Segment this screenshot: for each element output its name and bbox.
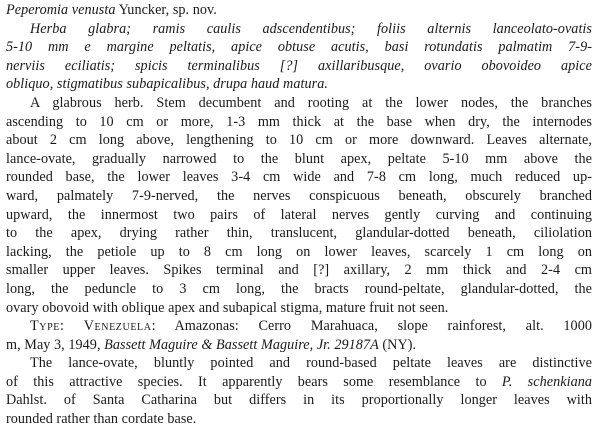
- latin-diagnosis-line: Herba glabra; ramis caulis adscendentibus; foliis alternis lanceolato-ovatis: [30, 20, 592, 37]
- species-name-genus: Peperomia: [6, 2, 69, 18]
- english-description-line: about 2 cm long above, lengthening to 10 cm or more downward. Leaves alternate,: [6, 132, 592, 149]
- english-description-line: lacking, the petiole up to 8 cm long on lower leaves, scarcely 1 cm long on: [6, 243, 592, 260]
- type-label: Type: [30, 318, 60, 335]
- discussion-line: [6, 373, 592, 392]
- english-description-line: ascending to 10 cm or more, 1-3 mm thick at the base when dry, the internodes: [6, 113, 592, 130]
- species-heading: [6, 1, 592, 20]
- type-collectors: Bassett Maguire & Bassett Maguire, Jr. 29187A: [104, 336, 379, 353]
- type-date: m, May 3, 1949,: [6, 336, 105, 353]
- english-description-line: lance-ovate, gradually narrowed to the blunt apex, peltate 5-10 mm above the: [6, 150, 592, 167]
- type-locality: : Amazonas: Cerro Marahuaca, slope rainforest, alt. 1000: [151, 318, 592, 335]
- discussion-line: Dahlst. of Santa Catharina but differs in its proportionally longer leaves with: [6, 392, 592, 409]
- discussion-line: The lance-ovate, bluntly pointed and round-based peltate leaves are distinctive: [30, 355, 592, 372]
- english-description-line: A glabrous herb. Stem decumbent and rooting at the lower nodes, the branches: [30, 94, 592, 111]
- species-name-epithet: venusta: [71, 2, 116, 18]
- latin-diagnosis-line: nerviis eciliatis; spicis terminalibus [?] axillaribusque, ovario obovoideo apice: [6, 57, 592, 74]
- type-country: Venezuela: [83, 318, 152, 335]
- species-author: Yuncker, sp. nov.: [118, 2, 217, 18]
- discussion-line: rounded rather than cordate base.: [6, 411, 197, 428]
- english-description-line: long, the peduncle to 3 cm long, the bracts round-peltate, glandular-dotted, the: [6, 280, 592, 297]
- english-description-line: rounded base, the lower leaves 3-4 cm wide and 7-8 cm long, much reduced up-: [6, 169, 592, 186]
- latin-diagnosis-line: obliquo, stigmatibus subapicalibus, drupa haud matura.: [6, 76, 328, 93]
- english-description-line: ovary obovoid with oblique apex and subapical stigma, mature fruit not seen.: [6, 299, 449, 316]
- type-herbarium: (NY).: [378, 336, 417, 353]
- english-description-line: smaller upper leaves. Spikes terminal and [?] axillary, 2 mm thick and 2-4 cm: [6, 262, 592, 279]
- discussion-text: of this attractive species. It apparently bears some resemblance to: [6, 373, 502, 390]
- latin-diagnosis-line: 5-10 mm e margine peltatis, apice obtuse acutis, basi rotundatis palmatim 7-9-: [6, 39, 592, 56]
- english-description-line: to the apex, drying rather thin, translucent, glandular-dotted beneath, ciliolation: [6, 225, 592, 242]
- type-citation-line: Type: Venezuela: Amazonas: Cerro Marahuaca, slope rainforest, alt. 1000: [30, 318, 592, 335]
- type-citation-line: [6, 336, 592, 355]
- compare-species-name: P. schenkiana: [501, 373, 592, 390]
- english-description-line: ward, palmately 7-9-nerved, the nerves conspicuous beneath, obscurely branched: [6, 187, 592, 204]
- english-description-line: upward, the innermost two pairs of lateral nerves gently curving and continuing: [6, 206, 592, 223]
